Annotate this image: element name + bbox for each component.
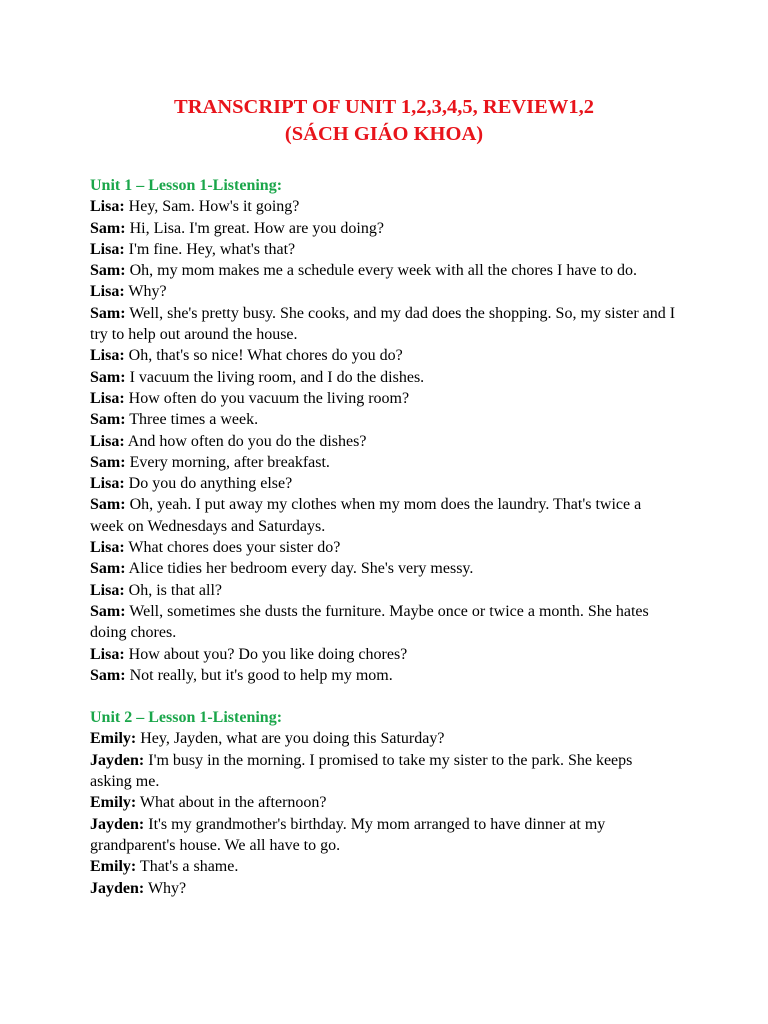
- line-text: I'm busy in the morning. I promised to take my sister to the park. She keeps asking me.: [90, 751, 633, 791]
- speaker-name: Sam:: [90, 666, 126, 684]
- speaker-name: Sam:: [90, 453, 126, 471]
- dialogue-line: [90, 878, 678, 899]
- speaker-name: Lisa:: [90, 240, 125, 258]
- dialogue-line: [90, 644, 678, 665]
- dialogue-line: [90, 473, 678, 494]
- line-text: Hey, Sam. How's it going?: [124, 198, 300, 216]
- dialogue-line: [90, 750, 678, 793]
- speaker-name: Emily:: [90, 858, 137, 876]
- line-text: Hey, Jayden, what are you doing this Saturday?: [136, 730, 445, 748]
- title-line-2: (SÁCH GIÁO KHOA): [284, 123, 484, 145]
- speaker-name: Sam:: [90, 560, 126, 578]
- speaker-name: Sam:: [90, 304, 126, 322]
- speaker-name: Lisa:: [90, 198, 125, 216]
- line-text: How often do you vacuum the living room?: [124, 389, 410, 407]
- speaker-name: Jayden:: [90, 815, 145, 833]
- dialogue-line: [90, 260, 678, 281]
- line-text: Well, sometimes she dusts the furniture. Maybe once or twice a month. She hates doing chores.: [90, 602, 649, 642]
- dialogue-line: [90, 367, 678, 388]
- line-text: Not really, but it's good to help my mom.: [125, 666, 393, 684]
- dialogue-line: [90, 281, 678, 302]
- dialogue-line: [90, 345, 678, 366]
- line-text: Hi, Lisa. I'm great. How are you doing?: [125, 219, 384, 237]
- speaker-name: Lisa:: [90, 389, 125, 407]
- speaker-name: Lisa:: [90, 475, 125, 493]
- line-text: How about you? Do you like doing chores?: [124, 645, 408, 663]
- line-text: I'm fine. Hey, what's that?: [124, 240, 296, 258]
- dialogue-line: [90, 431, 678, 452]
- speaker-name: Sam:: [90, 219, 126, 237]
- line-text: Do you do anything else?: [124, 475, 293, 493]
- line-text: I vacuum the living room, and I do the dishes.: [125, 368, 425, 386]
- line-text: Oh, that's so nice! What chores do you do?: [124, 347, 403, 365]
- speaker-name: Lisa:: [90, 432, 125, 450]
- line-text: And how often do you do the dishes?: [124, 432, 367, 450]
- line-text: Alice tidies her bedroom every day. She's very messy.: [125, 560, 474, 578]
- line-text: Three times a week.: [125, 411, 259, 429]
- dialogue-line: [90, 239, 678, 260]
- speaker-name: Jayden:: [90, 751, 145, 769]
- dialogue-line: [90, 601, 678, 644]
- dialogue-line: [90, 452, 678, 473]
- speaker-name: Sam:: [90, 368, 126, 386]
- speaker-name: Emily:: [90, 730, 137, 748]
- speaker-name: Lisa:: [90, 581, 125, 599]
- dialogue-line: [90, 218, 678, 239]
- dialogue-line: [90, 728, 678, 749]
- line-text: Oh, is that all?: [124, 581, 222, 599]
- dialogue-line: [90, 814, 678, 857]
- dialogue-line: [90, 856, 678, 877]
- line-text: It's my grandmother's birthday. My mom arranged to have dinner at my grandparent's house. We all have to go.: [90, 815, 606, 854]
- document-title: [90, 94, 678, 148]
- dialogue-line: [90, 665, 678, 686]
- speaker-name: Emily:: [90, 794, 137, 812]
- title-line-1: TRANSCRIPT OF UNIT 1,2,3,4,5, REVIEW1,2: [174, 96, 594, 118]
- line-text: What about in the afternoon?: [136, 794, 327, 812]
- line-text: Every morning, after breakfast.: [125, 453, 330, 471]
- dialogue-line: [90, 196, 678, 217]
- section-unit-1: [90, 175, 678, 686]
- speaker-name: Sam:: [90, 411, 126, 429]
- speaker-name: Lisa:: [90, 347, 125, 365]
- dialogue-line: [90, 558, 678, 579]
- dialogue-line: [90, 580, 678, 601]
- line-text: Why?: [124, 283, 167, 301]
- speaker-name: Sam:: [90, 262, 126, 280]
- line-text: Well, she's pretty busy. She cooks, and my dad does the shopping. So, my sister and I try to help out around the house.: [90, 304, 676, 344]
- speaker-name: Lisa:: [90, 645, 125, 663]
- line-text: Oh, yeah. I put away my clothes when my mom does the laundry. That's twice a week on Wednesdays and Saturdays.: [90, 496, 642, 535]
- speaker-name: Sam:: [90, 496, 126, 514]
- speaker-name: Lisa:: [90, 539, 125, 557]
- section-heading: Unit 1 – Lesson 1-Listening:: [90, 177, 283, 194]
- line-text: Why?: [144, 879, 187, 897]
- dialogue-line: [90, 494, 678, 537]
- speaker-name: Jayden:: [90, 879, 145, 897]
- section-unit-2: [90, 707, 678, 899]
- dialogue-line: [90, 303, 678, 346]
- dialogue-line: [90, 792, 678, 813]
- line-text: Oh, my mom makes me a schedule every week with all the chores I have to do.: [125, 262, 637, 280]
- line-text: That's a shame.: [136, 858, 239, 876]
- section-heading: Unit 2 – Lesson 1-Listening:: [90, 709, 283, 727]
- dialogue-line: [90, 409, 678, 430]
- dialogue-line: [90, 537, 678, 558]
- dialogue-line: [90, 388, 678, 409]
- line-text: What chores does your sister do?: [124, 539, 341, 557]
- speaker-name: Lisa:: [90, 283, 125, 301]
- speaker-name: Sam:: [90, 602, 126, 620]
